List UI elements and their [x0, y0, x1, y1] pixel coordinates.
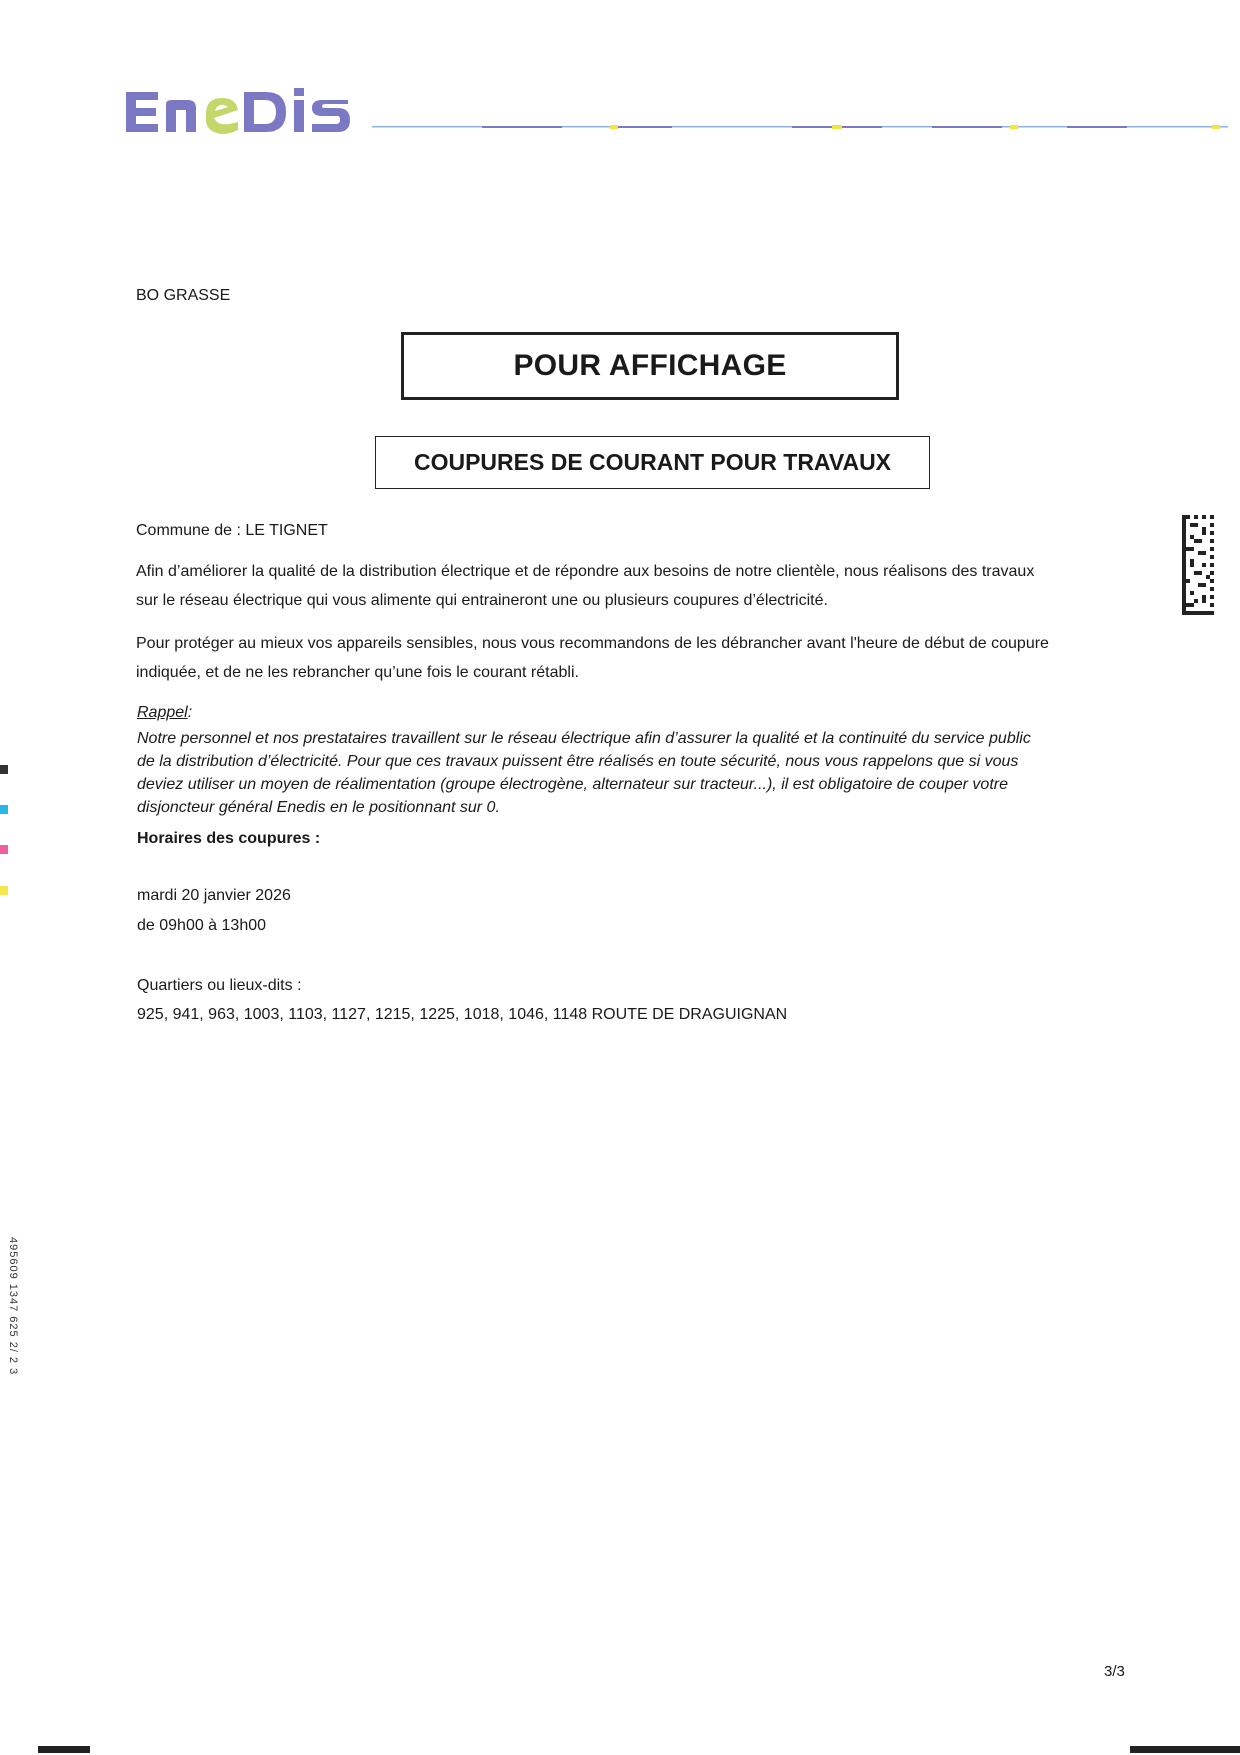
scan-bar-left [38, 1746, 90, 1753]
rappel-heading [137, 704, 192, 722]
datamatrix-code [1182, 515, 1214, 615]
rappel-label: Rappel [137, 704, 188, 721]
scan-bar-right [1130, 1746, 1240, 1753]
enedis-logo [122, 80, 362, 138]
advice-paragraph [136, 629, 1132, 687]
quartiers-value: 925, 941, 963, 1003, 1103, 1127, 1215, 1225, 1018, 1046, 1148 ROUTE DE DRAGUIGNAN [137, 1006, 788, 1023]
rappel-text [137, 727, 1127, 819]
rappel-colon: : [187, 704, 193, 721]
schedule-title: Horaires des coupures : [137, 830, 321, 847]
intro-paragraph [136, 557, 1132, 615]
side-tracking-code: 495609 1347 625 2/ 2 3 [7, 1237, 19, 1376]
advice-line: Pour protéger au mieux vos appareils sensibles, nous vous recommandons de les débrancher avant l'heure de début de coupure [136, 635, 1049, 652]
rappel-line: deviez utiliser un moyen de réalimentation (groupe électrogène, alternateur sur tracteur...), il est obligatoire de couper votre [137, 776, 1008, 793]
advice-line: indiquée, et de ne les rebrancher qu’une fois le courant rétabli. [136, 664, 579, 681]
print-mark-yellow [0, 886, 8, 895]
intro-line: sur le réseau électrique qui vous alimente qui entraineront une ou plusieurs coupures d’électricité. [136, 592, 828, 609]
print-mark-black [0, 765, 8, 774]
outage-time: de 09h00 à 13h00 [137, 917, 267, 934]
main-title-box [401, 332, 899, 400]
rappel-line: Notre personnel et nos prestataires travaillent sur le réseau électrique afin d’assurer la qualité et la continuité du service public [137, 730, 1031, 747]
subtitle-box [375, 436, 930, 489]
main-title: POUR AFFICHAGE [513, 349, 787, 382]
header-divider [372, 125, 1228, 129]
subtitle: COUPURES DE COURANT POUR TRAVAUX [413, 449, 892, 475]
sender-office: BO GRASSE [136, 287, 231, 304]
print-mark-magenta [0, 845, 8, 854]
quartiers-label: Quartiers ou lieux-dits : [137, 977, 302, 994]
rappel-line: de la distribution d’électricité. Pour que ces travaux puissent être réalisés en toute sécurité, nous vous rappelons que si vous [137, 753, 1019, 770]
rappel-line: disjoncteur général Enedis en le positionnant sur 0. [137, 799, 500, 816]
commune-line: Commune de : LE TIGNET [136, 522, 328, 539]
intro-line: Afin d’améliorer la qualité de la distribution électrique et de répondre aux besoins de notre clientèle, nous réalisons des travaux [136, 563, 1035, 580]
outage-date: mardi 20 janvier 2026 [137, 887, 291, 904]
print-mark-cyan [0, 805, 8, 814]
page-number: 3/3 [1104, 1663, 1125, 1680]
